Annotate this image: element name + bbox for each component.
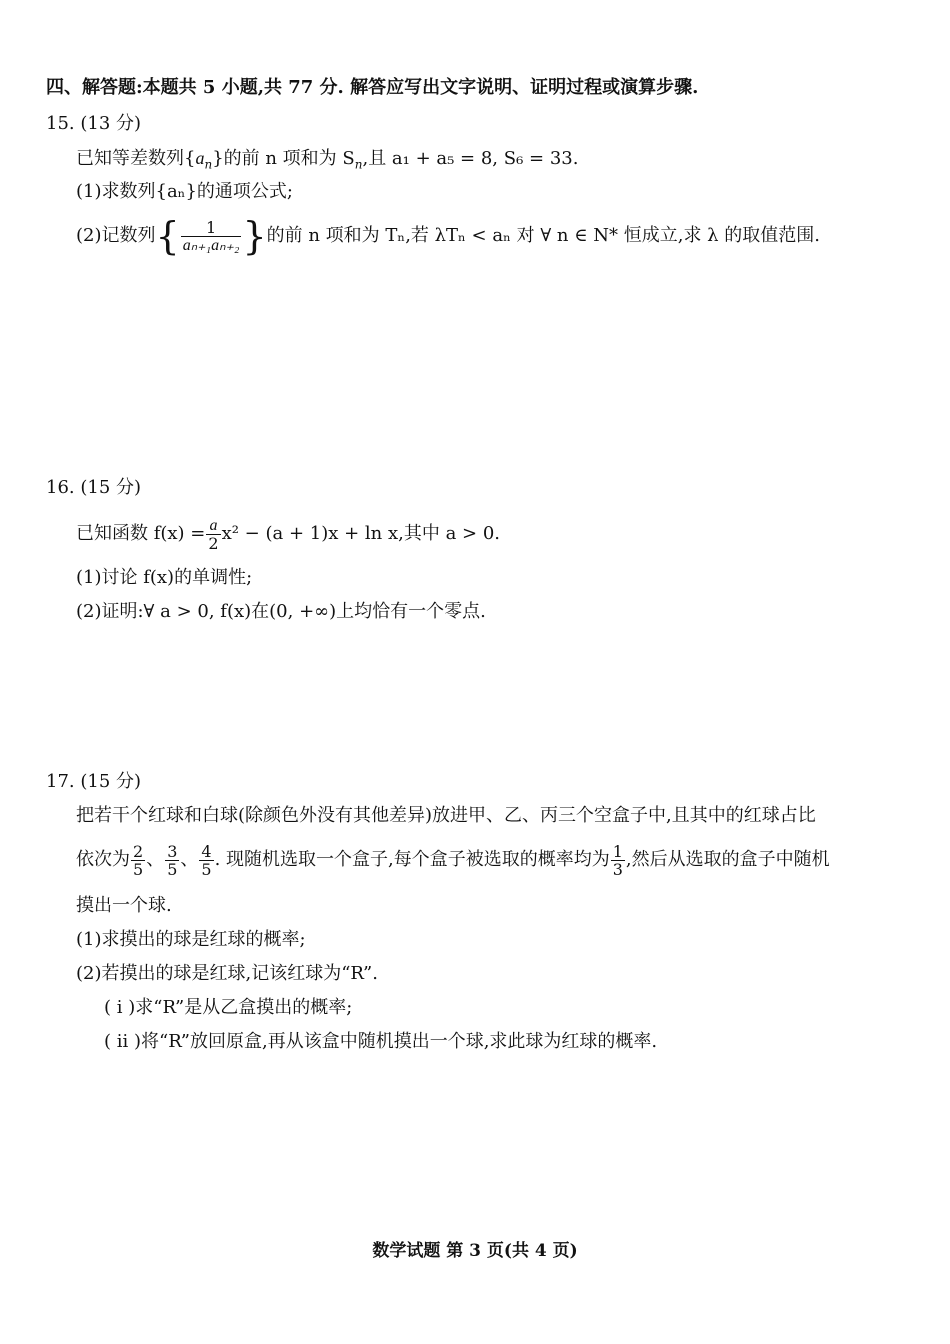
q16-part1: (1)讨论 f(x)的单调性; xyxy=(76,567,253,588)
q16-stem-suffix: x² − (a + 1)x + ln x,其中 a > 0. xyxy=(221,523,500,544)
fraction-1-3 xyxy=(611,843,625,878)
q15-stem-sub-n: n xyxy=(354,157,363,172)
q17-header: 17. (15 分) xyxy=(46,771,142,792)
q17-line2-suffix: ,然后从选取的盒子中随机 xyxy=(625,849,830,870)
q16-part2: (2)证明:∀ a > 0, f(x)在(0, +∞)上均恰有一个零点. xyxy=(76,601,486,622)
q17-line2-mid: . 现随机选取一个盒子,每个盒子被选取的概率均为 xyxy=(214,849,610,870)
q16-frac-num: a xyxy=(206,517,220,535)
q17-line1: 把若干个红球和白球(除颜色外没有其他差异)放进甲、乙、丙三个空盒子中,且其中的红球占比 xyxy=(76,805,816,826)
q15-header: 15. (13 分) xyxy=(46,113,142,134)
q17-part2-ii: ( ii )将“R”放回原盒,再从该盒中随机摸出一个球,求此球为红球的概率. xyxy=(104,1031,658,1052)
fraction-3-5 xyxy=(165,843,179,878)
q17-part2: (2)若摸出的球是红球,记该红球为“R”. xyxy=(76,963,378,984)
q17-line3: 摸出一个球. xyxy=(76,895,172,916)
q15-stem-prefix: 已知等差数列{ xyxy=(76,148,196,169)
q15-part2-suffix: 的前 n 项和为 Tₙ,若 λTₙ < aₙ 对 ∀ n ∈ N* 恒成立,求 λ 的取值范围. xyxy=(266,225,821,246)
q16-stem-prefix: 已知函数 f(x) = xyxy=(76,523,206,544)
left-brace-icon: { xyxy=(155,214,180,258)
q16-fraction xyxy=(206,517,220,552)
section-header: 四、解答题:本题共 5 小题,共 77 分. 解答应写出文字说明、证明过程或演算步骤. xyxy=(46,77,699,98)
sep1: 、 xyxy=(146,849,165,870)
frac1-den: 5 xyxy=(133,859,144,879)
q16-stem xyxy=(76,514,500,554)
q15-stem-cond: ,且 a₁ + a₅ = 8, S₆ = 33. xyxy=(362,148,579,169)
q17-line2-prefix: 依次为 xyxy=(76,849,130,870)
frac4-den: 3 xyxy=(612,859,623,879)
q17-part1: (1)求摸出的球是红球的概率; xyxy=(76,929,306,950)
page-footer: 数学试题 第 3 页(共 4 页) xyxy=(372,1241,578,1261)
frac3-den: 5 xyxy=(201,859,212,879)
frac2-num: 3 xyxy=(167,841,178,861)
sep2: 、 xyxy=(180,849,199,870)
frac3-num: 4 xyxy=(201,841,212,861)
q15-frac-num: 1 xyxy=(181,219,242,237)
q15-stem-n: n xyxy=(204,157,213,172)
q17-part2-i: ( i )求“R”是从乙盒摸出的概率; xyxy=(104,997,353,1018)
q16-header: 16. (15 分) xyxy=(46,477,142,498)
frac1-num: 2 xyxy=(133,841,144,861)
q17-line2 xyxy=(76,838,830,882)
q15-part2 xyxy=(76,214,820,258)
q15-fraction xyxy=(181,219,242,254)
q15-part1: (1)求数列{aₙ}的通项公式; xyxy=(76,181,293,202)
frac4-num: 1 xyxy=(612,841,623,861)
fraction-2-5 xyxy=(131,843,145,878)
q16-frac-den: 2 xyxy=(208,533,219,553)
fraction-4-5 xyxy=(199,843,213,878)
q15-stem xyxy=(76,146,578,177)
q15-part2-prefix: (2)记数列 xyxy=(76,225,156,246)
right-brace-icon: } xyxy=(242,214,267,258)
frac2-den: 5 xyxy=(167,859,178,879)
q15-stem-a: a xyxy=(195,148,205,168)
q15-stem-mid: }的前 n 项和为 S xyxy=(212,148,355,169)
q15-frac-den: aₙ₊₁aₙ₊₂ xyxy=(182,236,240,254)
